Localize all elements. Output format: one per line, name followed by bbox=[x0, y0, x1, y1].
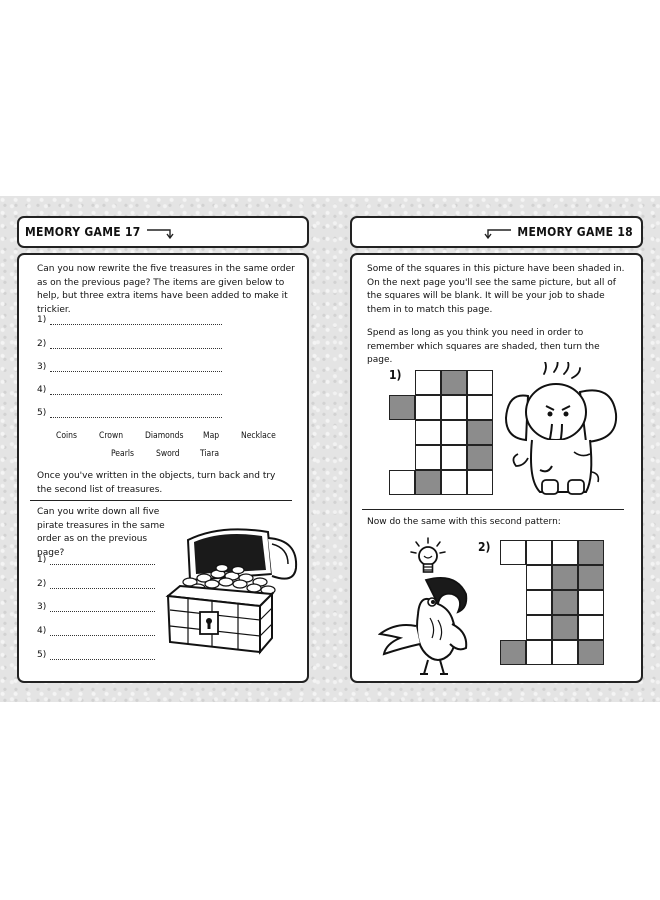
blank-square[interactable] bbox=[415, 395, 441, 420]
second-answer-line-5[interactable]: 5) bbox=[37, 650, 155, 660]
shaded-square[interactable] bbox=[552, 615, 578, 640]
answer-line-2[interactable]: 2) bbox=[37, 339, 222, 349]
word-map: Map bbox=[203, 431, 220, 441]
parrot-illustration bbox=[378, 574, 478, 684]
arrow-down-right-icon bbox=[146, 224, 176, 240]
treasure-chest-illustration bbox=[160, 518, 302, 658]
shaded-square[interactable] bbox=[467, 445, 493, 470]
blank-square[interactable] bbox=[467, 470, 493, 495]
blank-square[interactable] bbox=[415, 445, 441, 470]
blank-square[interactable] bbox=[415, 420, 441, 445]
divider bbox=[362, 509, 624, 510]
blank-square[interactable] bbox=[552, 540, 578, 565]
shaded-square[interactable] bbox=[578, 565, 604, 590]
blank-square[interactable] bbox=[526, 615, 552, 640]
blank-square[interactable] bbox=[441, 445, 467, 470]
shaded-square[interactable] bbox=[389, 395, 415, 420]
shaded-square[interactable] bbox=[467, 420, 493, 445]
second-answer-line-3[interactable]: 3) bbox=[37, 602, 155, 612]
shaded-square[interactable] bbox=[578, 640, 604, 665]
shaded-square[interactable] bbox=[578, 540, 604, 565]
word-sword: Sword bbox=[156, 449, 180, 459]
blank-square[interactable] bbox=[467, 370, 493, 395]
second-intro-text: Now do the same with this second pattern: bbox=[367, 517, 561, 527]
shaded-square[interactable] bbox=[415, 470, 441, 495]
arrow-down-left-icon bbox=[482, 224, 512, 240]
blank-square[interactable] bbox=[552, 640, 578, 665]
second-answer-line-2[interactable]: 2) bbox=[37, 579, 155, 589]
instruction-text: Once you've written in the objects, turn back and try the second list of treasures. bbox=[37, 471, 276, 495]
second-answer-line-1[interactable]: 1) bbox=[37, 555, 155, 565]
blank-square[interactable] bbox=[526, 590, 552, 615]
intro-text: Some of the squares in this picture have been shaded in. On the next page you'll see the same picture, but all of the squares will be blank. It will be your job to shade them in to match this page. bbox=[367, 264, 625, 315]
word-crown: Crown bbox=[99, 431, 124, 441]
blank-square[interactable] bbox=[526, 640, 552, 665]
blank-square[interactable] bbox=[500, 540, 526, 565]
answer-line-3[interactable]: 3) bbox=[37, 362, 222, 372]
intro-text: Can you now rewrite the five treasures in the same order as on the previous page? The items are given below to help, but three extra items have been added to make it trickier. bbox=[37, 264, 295, 315]
divider bbox=[30, 500, 292, 501]
blank-square[interactable] bbox=[441, 470, 467, 495]
intro-text-2: Spend as long as you think you need in order to remember which squares are shaded, then turn the page. bbox=[367, 328, 600, 365]
second-answer-line-4[interactable]: 4) bbox=[37, 626, 155, 636]
word-diamonds: Diamonds bbox=[145, 431, 184, 441]
second-intro-text: Can you write down all five pirate treasures in the same order as on the previous page? bbox=[37, 507, 165, 558]
blank-square[interactable] bbox=[467, 395, 493, 420]
blank-square[interactable] bbox=[526, 565, 552, 590]
blank-square[interactable] bbox=[526, 540, 552, 565]
shaded-square[interactable] bbox=[500, 640, 526, 665]
pattern-1-label: 1) bbox=[389, 368, 402, 382]
word-necklace: Necklace bbox=[241, 431, 276, 441]
answer-line-5[interactable]: 5) bbox=[37, 408, 222, 418]
answer-line-4[interactable]: 4) bbox=[37, 385, 222, 395]
blank-square[interactable] bbox=[415, 370, 441, 395]
blank-square[interactable] bbox=[578, 590, 604, 615]
blank-square[interactable] bbox=[441, 395, 467, 420]
blank-square[interactable] bbox=[441, 420, 467, 445]
shaded-square[interactable] bbox=[552, 590, 578, 615]
page-title: MEMORY GAME 18 bbox=[517, 225, 633, 239]
blank-square[interactable] bbox=[389, 470, 415, 495]
answer-line-1[interactable]: 1) bbox=[37, 315, 222, 325]
pattern-2-label: 2) bbox=[478, 540, 491, 554]
word-tiara: Tiara bbox=[200, 449, 220, 459]
shaded-square[interactable] bbox=[441, 370, 467, 395]
memory-game-18-header bbox=[350, 216, 643, 248]
word-coins: Coins bbox=[56, 431, 77, 441]
elephant-illustration bbox=[500, 362, 620, 502]
word-pearls: Pearls bbox=[111, 449, 134, 459]
memory-game-17-header bbox=[17, 216, 309, 248]
page-title: MEMORY GAME 17 bbox=[25, 225, 141, 239]
blank-square[interactable] bbox=[578, 615, 604, 640]
shaded-square[interactable] bbox=[552, 565, 578, 590]
